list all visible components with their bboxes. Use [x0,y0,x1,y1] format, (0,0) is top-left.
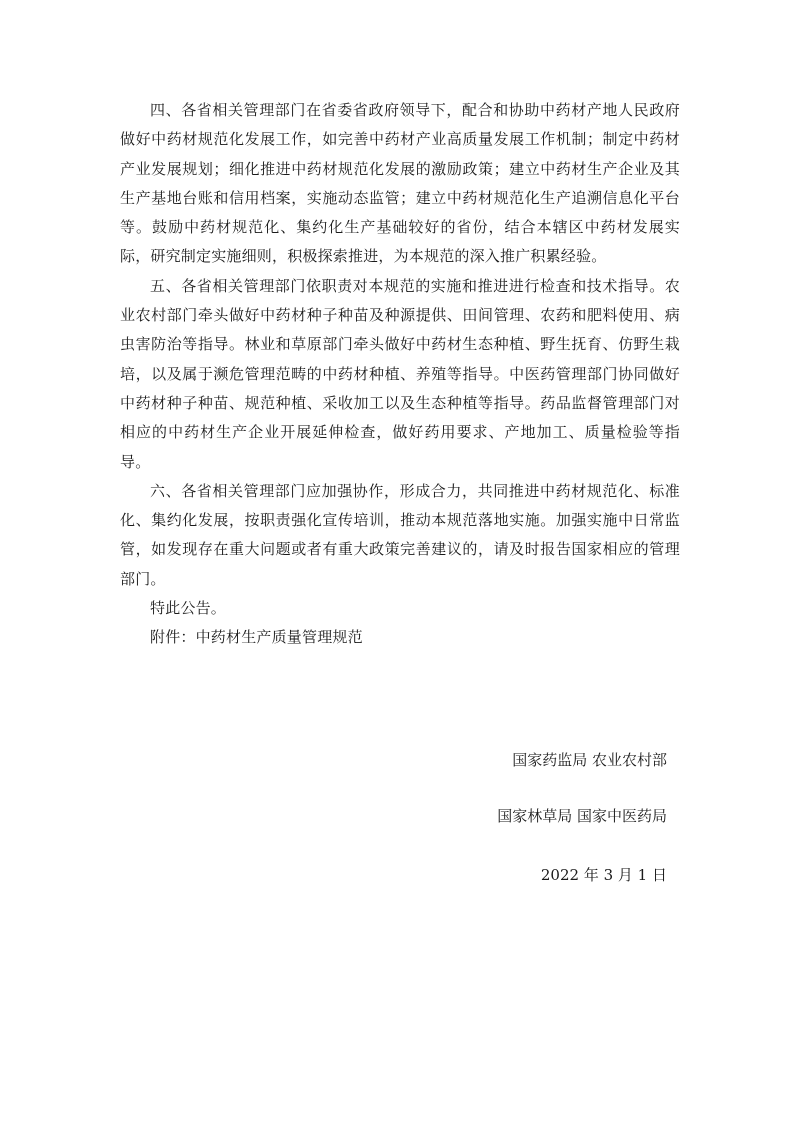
paragraph-6: 六、各省相关管理部门应加强协作，形成合力，共同推进中药材规范化、标准化、集约化发展，按职责强化宣传培训，推动本规范落地实施。加强实施中日常监管，如发现存在重大问题或者有重大政策完善建议的，请及时报告国家相应的管理部门。 [120,481,680,588]
paragraph-5: 五、各省相关管理部门依职责对本规范的实施和推进进行检查和技术指导。农业农村部门牵头做好中药材种子种苗及种源提供、田间管理、农药和肥料使用、病虫害防治等指导。林业和草原部门牵头做好中药材生态种植、野生抚育、仿野生栽培，以及属于濒危管理范畴的中药材种植、养殖等指导。中医药管理部门协同做好中药材种子种苗、规范种植、采收加工以及生态种植等指导。药品监督管理部门对相应的中药材生产企业开展延伸检查，做好药用要求、产地加工、质量检验等指导。 [120,276,680,471]
document-body [120,96,680,653]
closing-statement: 特此公告。 [150,599,227,618]
attachment-note: 附件：中药材生产质量管理规范 [150,628,363,647]
paragraph-4: 四、各省相关管理部门在省委省政府领导下，配合和协助中药材产地人民政府做好中药材规范化发展工作，如完善中药材产业高质量发展工作机制；制定中药材产业发展规划；细化推进中药材规范化发展的激励政策；建立中药材生产企业及其生产基地台账和信用档案，实施动态监管；建立中药材规范化生产追溯信息化平台等。鼓励中药材规范化、集约化生产基础较好的省份，结合本辖区中药材发展实际，研究制定实施细则，积极探索推进，为本规范的深入推广积累经验。 [120,101,680,266]
issuer-line-2: 国家林草局 国家中医药局 [497,807,667,825]
issuer-line-1: 国家药监局 农业农村部 [512,751,667,769]
issue-date: 2022 年 3 月 1 日 [540,866,667,884]
